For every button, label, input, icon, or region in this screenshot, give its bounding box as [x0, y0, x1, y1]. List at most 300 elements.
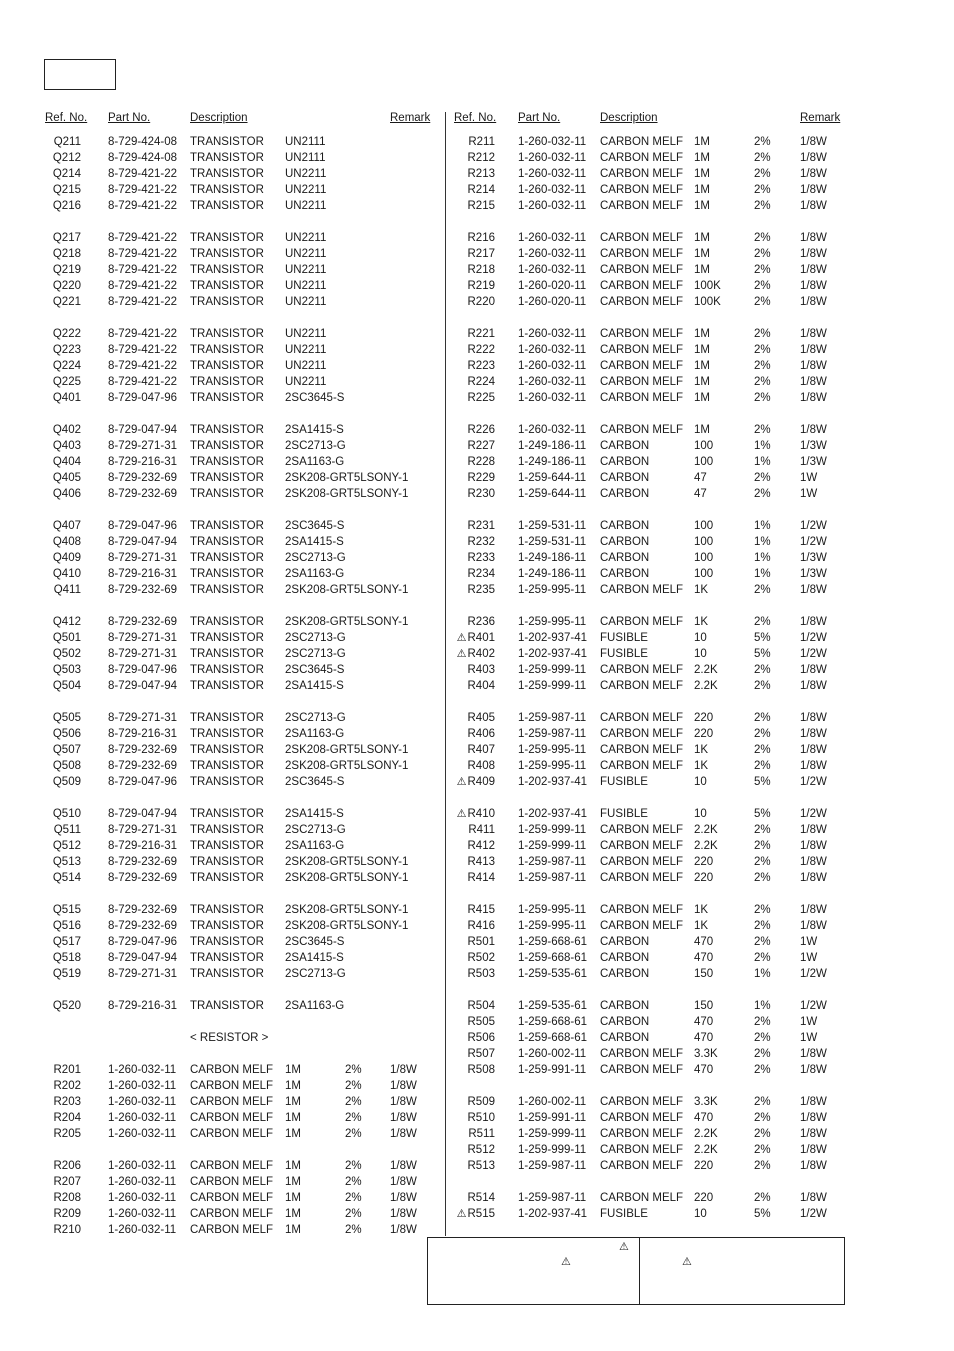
ref-no-text: Q220 — [52, 280, 81, 292]
part-no: 8-729-047-96 — [108, 776, 178, 788]
ref-no — [44, 1206, 81, 1222]
description: TRANSISTOR — [190, 904, 264, 916]
table-row — [452, 1190, 844, 1206]
ref-no-text: R229 — [467, 472, 495, 484]
part-no: 1-259-987-11 — [518, 872, 587, 884]
ref-no — [452, 822, 495, 838]
description: TRANSISTOR — [190, 488, 264, 500]
value: 2SK208-GRT5LSONY-1 — [285, 488, 409, 500]
tolerance: 2% — [754, 904, 771, 916]
description: TRANSISTOR — [190, 248, 264, 260]
remark: 1W — [800, 472, 818, 484]
tolerance: 2% — [754, 1112, 771, 1124]
ref-no-text: R405 — [467, 712, 495, 724]
value: 1K — [694, 616, 709, 628]
value: UN2211 — [285, 184, 327, 196]
table-row — [452, 662, 844, 678]
part-no: 8-729-216-31 — [108, 456, 178, 468]
ref-no-text: R234 — [467, 568, 495, 580]
remark: 1/8W — [800, 248, 827, 260]
value: UN2211 — [285, 376, 327, 388]
value: 2SC2713-G — [285, 440, 346, 452]
table-row — [44, 870, 439, 886]
table-row — [44, 182, 439, 198]
description: CARBON MELF — [600, 584, 684, 596]
ref-no — [44, 470, 81, 486]
ref-no — [44, 710, 81, 726]
page-number-box — [44, 59, 116, 90]
description: CARBON MELF — [600, 1048, 684, 1060]
ref-no-text: R504 — [467, 1000, 495, 1012]
part-no: 1-260-032-11 — [518, 360, 587, 372]
ref-no — [452, 1062, 495, 1078]
value: 2SC2713-G — [285, 968, 346, 980]
tolerance: 2% — [754, 248, 771, 260]
part-no: 8-729-232-69 — [108, 744, 178, 756]
table-row — [44, 630, 439, 646]
remark: 1/8W — [800, 728, 827, 740]
value: 1M — [285, 1080, 301, 1092]
row-spacer — [44, 886, 439, 902]
tolerance: 2% — [754, 1096, 771, 1108]
value: 1K — [694, 904, 709, 916]
tolerance: 2% — [754, 760, 771, 772]
ref-no — [452, 1206, 495, 1222]
ref-no-text: R222 — [467, 344, 495, 356]
left-rows — [44, 134, 439, 1238]
ref-no-text: R404 — [467, 680, 495, 692]
ref-no-text: R220 — [467, 296, 495, 308]
ref-no-text: R414 — [467, 872, 495, 884]
value: 220 — [694, 856, 714, 868]
ref-no-text: R227 — [467, 440, 495, 452]
ref-no-text: Q404 — [52, 456, 81, 468]
ref-no — [44, 614, 81, 630]
remark: 1W — [800, 1032, 818, 1044]
tolerance: 2% — [754, 936, 771, 948]
table-row — [44, 1174, 439, 1190]
remark: 1/8W — [800, 616, 827, 628]
ref-no — [44, 870, 81, 886]
part-no: 8-729-271-31 — [108, 968, 178, 980]
value: 10 — [694, 648, 707, 660]
value: 100 — [694, 568, 714, 580]
remark: 1/8W — [800, 1160, 827, 1172]
description: TRANSISTOR — [190, 568, 264, 580]
table-row — [44, 1222, 439, 1238]
value: 10 — [694, 808, 707, 820]
table-row — [452, 422, 844, 438]
table-row — [452, 1206, 844, 1222]
value: 1M — [694, 168, 710, 180]
tolerance: 5% — [754, 1208, 771, 1220]
remark: 1/2W — [800, 968, 827, 980]
table-row — [452, 710, 844, 726]
section-label: < RESISTOR > — [190, 1032, 269, 1044]
table-row — [44, 1126, 439, 1142]
tolerance: 1% — [754, 968, 771, 980]
ref-no-text: R409 — [467, 776, 495, 788]
warning-icon: ⚠ — [456, 632, 467, 644]
remark: 1/3W — [800, 456, 827, 468]
part-no: 8-729-232-69 — [108, 920, 178, 932]
table-row — [452, 1094, 844, 1110]
value: 1M — [285, 1208, 301, 1220]
ref-no — [44, 1190, 81, 1206]
ref-no-text: Q518 — [52, 952, 81, 964]
remark: 1/8W — [800, 824, 827, 836]
warning-icon: ⚠ — [456, 648, 467, 660]
description: TRANSISTOR — [190, 232, 264, 244]
tolerance: 2% — [754, 1064, 771, 1076]
remark: 1W — [800, 1016, 818, 1028]
table-row — [452, 1030, 844, 1046]
part-no: 1-259-668-61 — [518, 1016, 588, 1028]
description: TRANSISTOR — [190, 840, 264, 852]
tolerance: 2% — [754, 264, 771, 276]
header-part-no: Part No. — [108, 112, 151, 124]
description: TRANSISTOR — [190, 776, 264, 788]
tolerance: 2% — [754, 728, 771, 740]
tolerance: 1% — [754, 1000, 771, 1012]
value: 1M — [694, 232, 710, 244]
table-row — [44, 742, 439, 758]
table-row — [452, 534, 844, 550]
part-no: 1-249-186-11 — [518, 456, 587, 468]
ref-no — [452, 534, 495, 550]
ref-no-text: Q504 — [52, 680, 81, 692]
table-row — [44, 262, 439, 278]
value: 2SC2713-G — [285, 824, 346, 836]
ref-no — [44, 566, 81, 582]
description: CARBON MELF — [600, 344, 684, 356]
ref-no — [452, 422, 495, 438]
table-row — [452, 182, 844, 198]
value: 100 — [694, 456, 714, 468]
part-no: 1-259-991-11 — [518, 1064, 587, 1076]
ref-no-text: R213 — [467, 168, 495, 180]
ref-no — [44, 822, 81, 838]
tolerance: 2% — [754, 280, 771, 292]
tolerance: 1% — [754, 456, 771, 468]
remark: 1/8W — [800, 184, 827, 196]
table-row — [452, 374, 844, 390]
part-no: 1-260-032-11 — [518, 168, 587, 180]
value: 1M — [285, 1160, 301, 1172]
ref-no-text: Q412 — [52, 616, 81, 628]
part-no: 1-260-032-11 — [518, 424, 587, 436]
table-row — [452, 230, 844, 246]
value: 100 — [694, 520, 714, 532]
description: CARBON — [600, 1016, 650, 1028]
table-row — [44, 582, 439, 598]
part-no: 1-260-032-11 — [108, 1224, 177, 1236]
column-divider — [445, 112, 446, 1236]
value: 1M — [285, 1192, 301, 1204]
value: 100K — [694, 280, 721, 292]
description: TRANSISTOR — [190, 920, 264, 932]
value: 2SC2713-G — [285, 712, 346, 724]
value: 3.3K — [694, 1048, 718, 1060]
ref-no-text: Q505 — [52, 712, 81, 724]
description: TRANSISTOR — [190, 760, 264, 772]
ref-no — [452, 262, 495, 278]
table-row — [44, 918, 439, 934]
ref-no-text: R513 — [467, 1160, 495, 1172]
part-no: 1-259-644-11 — [518, 488, 587, 500]
ref-no — [452, 470, 495, 486]
value: 2SA1415-S — [285, 424, 344, 436]
ref-no — [44, 150, 81, 166]
value: 2SK208-GRT5LSONY-1 — [285, 616, 409, 628]
tolerance: 2% — [345, 1224, 362, 1236]
description: CARBON MELF — [600, 424, 684, 436]
part-no: 1-259-535-61 — [518, 968, 588, 980]
description: CARBON MELF — [600, 168, 684, 180]
value: 2SK208-GRT5LSONY-1 — [285, 872, 409, 884]
description: TRANSISTOR — [190, 728, 264, 740]
remark: 1/8W — [800, 168, 827, 180]
description: CARBON MELF — [600, 232, 684, 244]
ref-no-text: R406 — [467, 728, 495, 740]
ref-no-text: Q516 — [52, 920, 81, 932]
ref-no — [452, 934, 495, 950]
ref-no-text: R216 — [467, 232, 495, 244]
value: 100K — [694, 296, 721, 308]
tolerance: 5% — [754, 648, 771, 660]
description: CARBON MELF — [190, 1112, 274, 1124]
ref-no-text: R205 — [53, 1128, 81, 1140]
ref-no-text: R221 — [467, 328, 495, 340]
part-no: 1-260-032-11 — [108, 1112, 177, 1124]
ref-no-text: R207 — [53, 1176, 81, 1188]
description: TRANSISTOR — [190, 616, 264, 628]
table-row — [452, 278, 844, 294]
tolerance: 2% — [754, 664, 771, 676]
description: CARBON — [600, 968, 650, 980]
header-part-no: Part No. — [518, 112, 561, 124]
part-no: 1-259-995-11 — [518, 584, 587, 596]
ref-no — [452, 774, 495, 790]
remark: 1/2W — [800, 632, 827, 644]
description: TRANSISTOR — [190, 440, 264, 452]
table-row — [44, 726, 439, 742]
description: CARBON MELF — [600, 1192, 684, 1204]
value: 1M — [694, 392, 710, 404]
ref-no-text: R403 — [467, 664, 495, 676]
remark: 1/8W — [800, 328, 827, 340]
table-row — [44, 678, 439, 694]
table-row — [44, 614, 439, 630]
value: 1M — [285, 1096, 301, 1108]
remark: 1/8W — [390, 1128, 417, 1140]
row-spacer — [452, 1078, 844, 1094]
part-no: 1-202-937-41 — [518, 648, 588, 660]
ref-no-text: Q520 — [52, 1000, 81, 1012]
tolerance: 2% — [345, 1192, 362, 1204]
tolerance: 2% — [754, 184, 771, 196]
part-no: 1-260-032-11 — [518, 152, 587, 164]
ref-no — [452, 806, 495, 822]
ref-no-text: R411 — [468, 824, 495, 836]
part-no: 1-260-032-11 — [108, 1096, 177, 1108]
ref-no — [452, 438, 495, 454]
part-no: 1-259-987-11 — [518, 728, 587, 740]
table-row — [452, 198, 844, 214]
tolerance: 2% — [754, 712, 771, 724]
part-no: 1-259-987-11 — [518, 1192, 587, 1204]
row-spacer — [452, 790, 844, 806]
part-no: 1-260-032-11 — [518, 344, 587, 356]
ref-no — [44, 1174, 81, 1190]
ref-no — [452, 758, 495, 774]
value: 47 — [694, 472, 707, 484]
ref-no-text: R201 — [53, 1064, 81, 1076]
ref-no-text: R503 — [467, 968, 495, 980]
tolerance: 5% — [754, 632, 771, 644]
ref-no — [44, 1062, 81, 1078]
part-no: 8-729-271-31 — [108, 632, 178, 644]
ref-no-text: R235 — [467, 584, 495, 596]
description: CARBON MELF — [600, 136, 684, 148]
description: CARBON MELF — [600, 296, 684, 308]
tolerance: 1% — [754, 568, 771, 580]
tolerance: 5% — [754, 776, 771, 788]
table-row — [44, 294, 439, 310]
value: 10 — [694, 1208, 707, 1220]
ref-no-text: R502 — [467, 952, 495, 964]
ref-no — [44, 518, 81, 534]
value: 1M — [694, 360, 710, 372]
ref-no-text: R226 — [467, 424, 495, 436]
ref-no — [44, 758, 81, 774]
ref-no-text: R407 — [467, 744, 495, 756]
remark: 1/8W — [800, 840, 827, 852]
ref-no-text: Q512 — [52, 840, 81, 852]
table-row — [44, 454, 439, 470]
ref-no-text: Q502 — [52, 648, 81, 660]
value: UN2211 — [285, 344, 327, 356]
part-no: 8-729-271-31 — [108, 552, 178, 564]
table-row — [452, 486, 844, 502]
part-no: 1-259-995-11 — [518, 920, 587, 932]
remark: 1/8W — [390, 1176, 417, 1188]
description: CARBON MELF — [190, 1192, 274, 1204]
description: CARBON MELF — [190, 1224, 274, 1236]
ref-no — [44, 374, 81, 390]
value: 2SA1163-G — [285, 568, 345, 580]
ref-no — [44, 582, 81, 598]
part-no: 8-729-232-69 — [108, 584, 178, 596]
ref-no-text: Q506 — [52, 728, 81, 740]
ref-no — [44, 774, 81, 790]
table-row — [44, 358, 439, 374]
ref-no — [452, 1014, 495, 1030]
table-row — [44, 1206, 439, 1222]
ref-no — [452, 198, 495, 214]
tolerance: 2% — [754, 328, 771, 340]
part-no: 1-260-032-11 — [518, 136, 587, 148]
value: 1K — [694, 744, 709, 756]
ref-no — [452, 230, 495, 246]
description: CARBON MELF — [600, 200, 684, 212]
value: UN2211 — [285, 360, 327, 372]
table-row — [452, 518, 844, 534]
description: CARBON — [600, 488, 650, 500]
part-no: 8-729-047-96 — [108, 520, 178, 532]
ref-no — [44, 838, 81, 854]
tolerance: 2% — [754, 1192, 771, 1204]
table-row — [44, 710, 439, 726]
part-no: 8-729-271-31 — [108, 712, 178, 724]
part-no: 8-729-421-22 — [108, 168, 178, 180]
ref-no-text: R231 — [467, 520, 495, 532]
description: TRANSISTOR — [190, 264, 264, 276]
table-row — [452, 1126, 844, 1142]
value: UN2111 — [285, 152, 326, 164]
table-row — [44, 902, 439, 918]
tolerance: 2% — [754, 840, 771, 852]
ref-no — [452, 150, 495, 166]
value: 100 — [694, 536, 714, 548]
description: CARBON MELF — [190, 1064, 274, 1076]
ref-no — [44, 902, 81, 918]
remark: 1/8W — [800, 1048, 827, 1060]
part-no: 1-259-535-61 — [518, 1000, 588, 1012]
ref-no-text: R505 — [467, 1016, 495, 1028]
ref-no-text: Q515 — [52, 904, 81, 916]
table-row — [44, 646, 439, 662]
ref-no-text: Q408 — [52, 536, 81, 548]
ref-no-text: Q211 — [53, 136, 81, 148]
value: 2SK208-GRT5LSONY-1 — [285, 584, 409, 596]
value: UN2211 — [285, 248, 327, 260]
table-row — [452, 438, 844, 454]
ref-no-text: R206 — [53, 1160, 81, 1172]
remark: 1/8W — [800, 904, 827, 916]
remark: 1/2W — [800, 808, 827, 820]
table-row — [452, 246, 844, 262]
tolerance: 2% — [754, 424, 771, 436]
value: 1M — [694, 200, 710, 212]
remark: 1/8W — [800, 744, 827, 756]
description: CARBON MELF — [190, 1208, 274, 1220]
value: 150 — [694, 968, 714, 980]
ref-no — [452, 662, 495, 678]
ref-no-text: R219 — [467, 280, 495, 292]
value: 1K — [694, 760, 709, 772]
remark: 1/8W — [800, 360, 827, 372]
warning-icon: ⚠ — [619, 1241, 629, 1253]
ref-no — [452, 1142, 495, 1158]
description: TRANSISTOR — [190, 712, 264, 724]
ref-no — [44, 726, 81, 742]
description: CARBON MELF — [600, 328, 684, 340]
table-row — [44, 486, 439, 502]
part-no: 8-729-216-31 — [108, 1000, 178, 1012]
row-spacer — [44, 1014, 439, 1030]
description: CARBON — [600, 552, 650, 564]
value: 10 — [694, 632, 707, 644]
part-no: 1-260-032-11 — [518, 184, 587, 196]
ref-no — [44, 854, 81, 870]
table-row — [452, 726, 844, 742]
ref-no-text: R232 — [467, 536, 495, 548]
tolerance: 2% — [754, 392, 771, 404]
tolerance: 2% — [754, 872, 771, 884]
table-row — [452, 870, 844, 886]
row-spacer — [44, 1142, 439, 1158]
